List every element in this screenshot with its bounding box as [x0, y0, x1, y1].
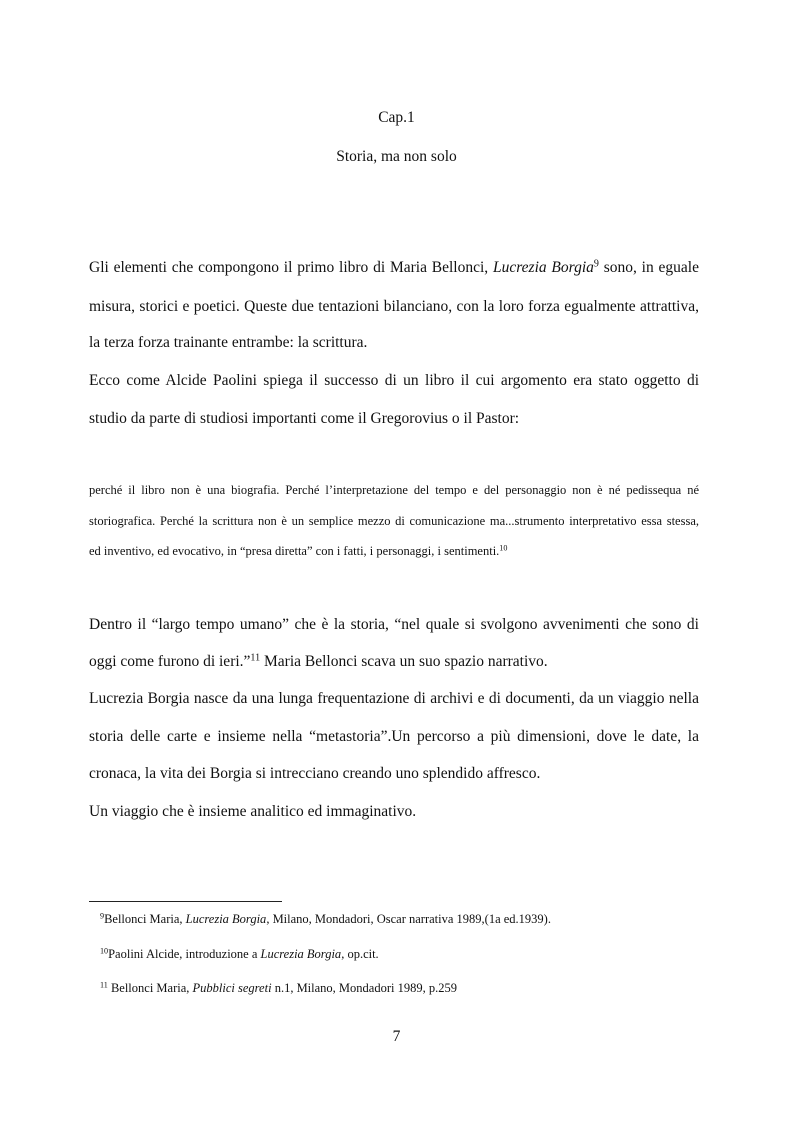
page-number: 7	[392, 1028, 401, 1045]
footnote-divider	[89, 901, 282, 902]
book-title: Lucrezia Borgia	[185, 912, 267, 926]
book-title: Lucrezia Borgia	[260, 947, 342, 961]
paragraph-3-line-1: Dentro il “largo tempo umano” che è la storia, “nel quale si svolgono avvenimenti che sono di	[89, 616, 699, 633]
footnote-10	[100, 947, 379, 962]
footnote-11	[100, 981, 457, 996]
footnote-ref: 9	[593, 258, 599, 270]
text-run: , Milano, Mondadori, Oscar narrativa 1989,(1a ed.1939).	[266, 912, 551, 926]
paragraph-2-line-1: Ecco come Alcide Paolini spiega il successo di un libro il cui argomento era stato oggetto di	[89, 372, 699, 389]
text-run: oggi come furono di ieri.”	[89, 653, 251, 670]
paragraph-3-line-2	[89, 653, 548, 671]
text-run: Bellonci Maria,	[104, 912, 186, 926]
quote-line-2: storiografica. Perché la scrittura non è un semplice mezzo di comunicazione ma...strumento interpretativo essa stessa,	[89, 514, 699, 528]
chapter-title: Storia, ma non solo	[336, 148, 457, 165]
paragraph-2-line-2: studio da parte di studiosi importanti come il Gregorovius o il Pastor:	[89, 410, 520, 427]
footnote-ref: 10	[499, 543, 508, 553]
paragraph-4-line-1: Lucrezia Borgia nasce da una lunga frequentazione di archivi e di documenti, da un viaggio nella	[89, 690, 699, 707]
book-title: Lucrezia Borgia	[492, 259, 594, 276]
paragraph-4-line-3: cronaca, la vita dei Borgia si intrecciano creando uno splendido affresco.	[89, 765, 541, 782]
quote-line-1: perché il libro non è una biografia. Perché l’interpretazione del tempo e del personaggio non è né pedissequa né	[89, 483, 699, 497]
footnote-9	[100, 912, 551, 927]
text-run: ed inventivo, ed evocativo, in “presa diretta” con i fatti, i personaggi, i sentimenti.	[89, 544, 500, 558]
footnote-number: 10	[100, 946, 109, 956]
text-run: Bellonci Maria,	[107, 981, 193, 995]
text-run: Maria Bellonci scava un suo spazio narrativo.	[260, 653, 548, 670]
paragraph-5-line-1: Un viaggio che è insieme analitico ed immaginativo.	[89, 803, 417, 820]
footnote-ref: 11	[250, 652, 261, 664]
text-run: , op.cit.	[341, 947, 379, 961]
paragraph-1-line-2: misura, storici e poetici. Queste due tentazioni bilanciano, con la loro forza egualmente attrattiva,	[89, 298, 699, 315]
text-run: n.1, Milano, Mondadori 1989, p.259	[271, 981, 457, 995]
paragraph-1-line-3: la terza forza trainante entrambe: la scrittura.	[89, 334, 368, 351]
book-title: Pubblici segreti	[192, 981, 272, 995]
footnote-number: 11	[100, 980, 108, 990]
text-run: Paolini Alcide, introduzione a	[108, 947, 261, 961]
footnote-number: 9	[100, 911, 105, 921]
quote-line-3	[89, 544, 507, 559]
paragraph-4-line-2: storia delle carte e insieme nella “metastoria”.Un percorso a più dimensioni, dove le date, la	[89, 728, 699, 745]
chapter-label: Cap.1	[378, 109, 415, 126]
text-run: Gli elementi che compongono il primo libro di Maria Bellonci,	[89, 259, 493, 276]
text-run: sono, in eguale	[598, 259, 699, 276]
paragraph-1-line-1	[89, 259, 699, 277]
